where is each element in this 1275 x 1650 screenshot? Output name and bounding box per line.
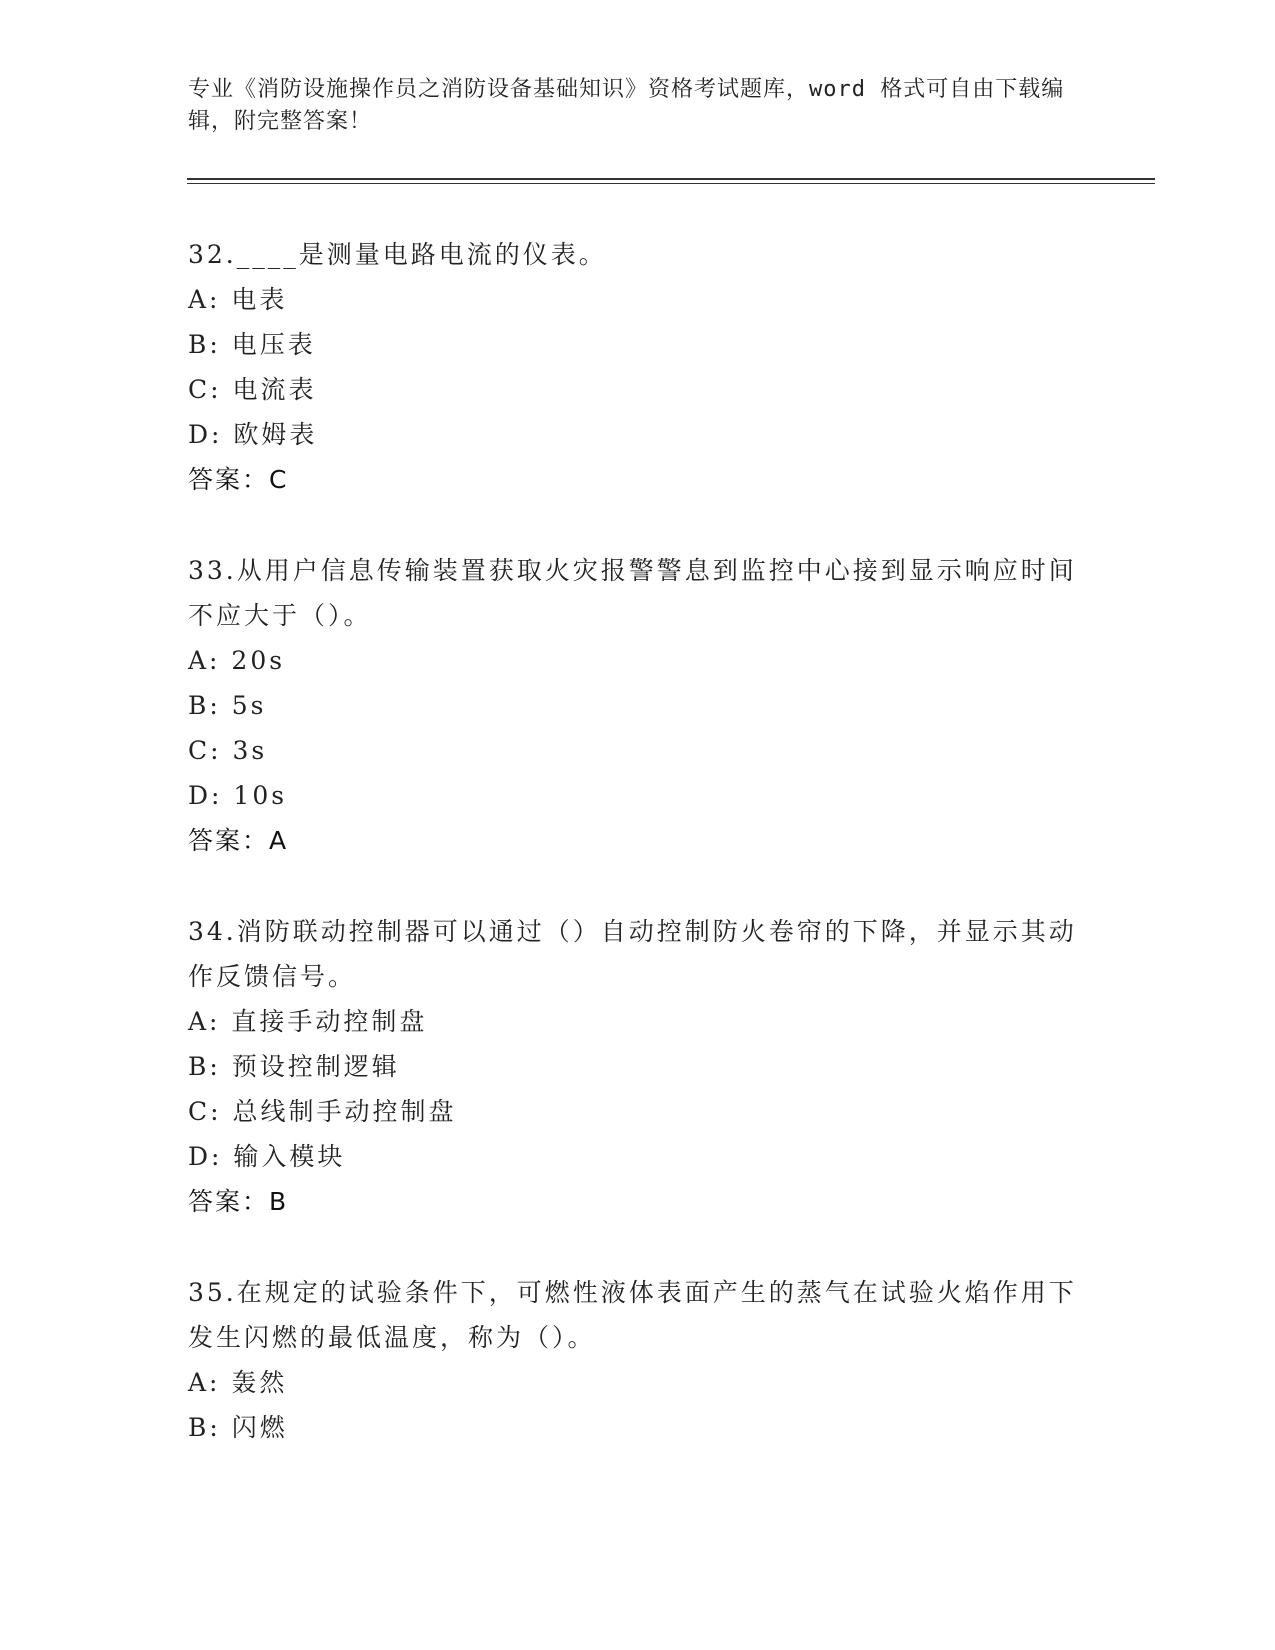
question-32 [188, 232, 1088, 502]
option-c: C: 电流表 [188, 375, 317, 404]
option-a: A: 轰然 [188, 1368, 288, 1397]
option-c: C: 总线制手动控制盘 [188, 1097, 457, 1126]
option-b: B: 闪燃 [188, 1413, 288, 1442]
option-b: B: 预设控制逻辑 [188, 1052, 400, 1081]
question-35 [188, 1270, 1088, 1450]
option-a: A: 20s [188, 646, 286, 675]
question-stem: 32.____是测量电路电流的仪表。 [188, 240, 607, 269]
option-b: B: 电压表 [188, 330, 316, 359]
option-a: A: 直接手动控制盘 [188, 1007, 428, 1036]
answer: 答案：B [188, 1187, 289, 1216]
document-header: 专业《消防设施操作员之消防设备基础知识》资格考试题库，word 格式可自由下载编辑，附完整答案！ [188, 77, 1065, 134]
option-d: D: 欧姆表 [188, 420, 318, 449]
question-stem: 34.消防联动控制器可以通过（）自动控制防火卷帘的下降，并显示其动作反馈信号。 [188, 917, 1077, 991]
question-list [188, 232, 1088, 1496]
option-d: D: 10s [188, 781, 288, 810]
option-c: C: 3s [188, 736, 268, 765]
question-stem: 33.从用户信息传输装置获取火灾报警警息到监控中心接到显示响应时间不应大于（）。 [188, 556, 1077, 630]
option-b: B: 5s [188, 691, 267, 720]
answer: 答案：A [188, 826, 289, 855]
header-divider [187, 178, 1155, 180]
option-d: D: 输入模块 [188, 1142, 346, 1171]
question-stem: 35.在规定的试验条件下，可燃性液体表面产生的蒸气在试验火焰作用下发生闪燃的最低温度，称为（）。 [188, 1278, 1077, 1352]
answer: 答案：C [188, 465, 289, 494]
option-a: A: 电表 [188, 285, 288, 314]
question-33 [188, 548, 1088, 863]
question-34 [188, 909, 1088, 1224]
header-divider-thin [187, 183, 1155, 184]
